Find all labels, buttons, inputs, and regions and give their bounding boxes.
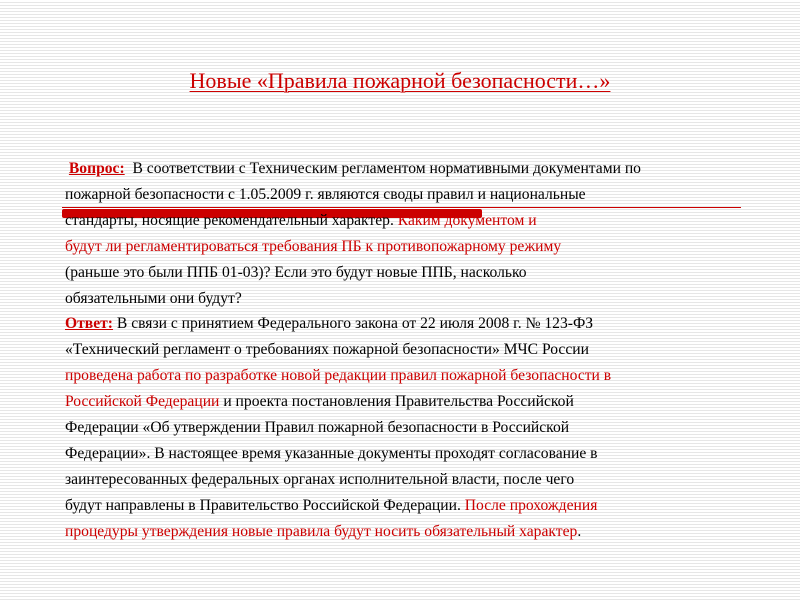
- slide-title: Новые «Правила пожарной безопасности…»: [189, 68, 611, 93]
- answer-line-6: Федерации». В настоящее время указанные документы проходят согласование в: [65, 444, 598, 462]
- answer-text: и проекта постановления Правительства Российской: [223, 393, 574, 411]
- question-highlight: Каким документом и: [397, 211, 537, 229]
- answer-text: .: [577, 522, 582, 540]
- question-line-2: пожарной безопасности с 1.05.2009 г. являются своды правил и национальные: [65, 185, 586, 203]
- answer-line-5: Федерации «Об утверждении Правил пожарной безопасности в Российской: [65, 419, 570, 437]
- answer-line-1: [65, 311, 755, 337]
- answer-highlight: Российской Федерации: [65, 393, 220, 411]
- question-line-6: обязательными они будут?: [65, 289, 242, 307]
- answer-highlight: процедуры утверждения новые правила будут носить обязательный характер: [65, 522, 578, 540]
- question-text: В соответствии с Техническим регламентом нормативными документами по: [132, 160, 641, 177]
- question-line-5: (раньше это были ППБ 01-03)? Если это будут новые ППБ, насколько: [65, 263, 527, 281]
- answer-line-4: [65, 389, 755, 415]
- answer-line-2: «Технический регламент о требованиях пожарной безопасности» МЧС России: [65, 341, 589, 359]
- answer-line-8: [65, 493, 755, 519]
- question-line-3: [65, 208, 755, 234]
- answer-text: будут направлены в Правительство Российской Федерации.: [65, 496, 461, 514]
- answer-text: В связи с принятием Федерального закона от 22 июля 2008 г. № 123-ФЗ: [116, 315, 594, 333]
- answer-line-9: [65, 519, 755, 545]
- answer-line-7: заинтересованных федеральных органах исполнительной власти, после чего: [65, 470, 575, 488]
- slide-body: [65, 156, 755, 545]
- answer-highlight: После прохождения: [464, 496, 598, 514]
- question-line-4: будут ли регламентироваться требования ПБ к противопожарному режиму: [65, 237, 562, 255]
- answer-line-3: проведена работа по разработке новой редакции правил пожарной безопасности в: [65, 367, 612, 385]
- question-text: стандарты, носящие рекомендательный характер.: [65, 211, 394, 229]
- question-label: Вопрос:: [68, 160, 125, 177]
- question-line-1: [65, 156, 755, 182]
- answer-label: Ответ:: [65, 315, 113, 333]
